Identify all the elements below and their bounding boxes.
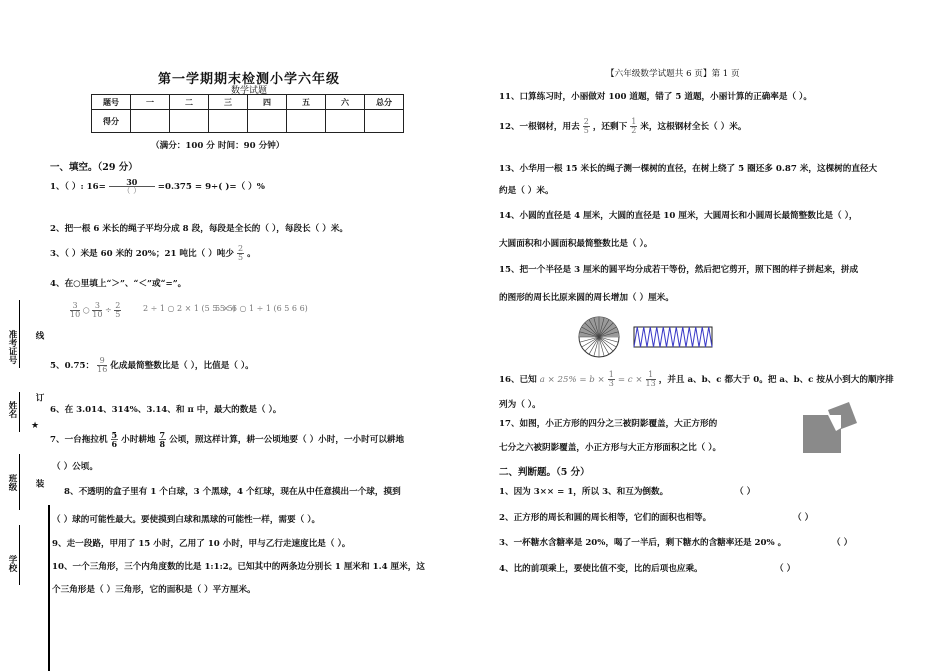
q16-num: 1	[608, 370, 614, 379]
judgment-3: 3、一杯糖水含糖率是 20%，喝了一半后，剩下糖水的含糖率还是 20% 。	[499, 538, 787, 548]
q1-den: （ ）	[122, 186, 142, 195]
question-13: 13、小华用一根 15 米长的绳子测一棵树的直径，在树上绕了 5 圈还多 0.87 米，这棵树的直径大	[499, 164, 878, 174]
question-11: 11、口算练习时，小丽做对 100 道题，错了 5 道题，小丽计算的正确率是（ ）。	[499, 92, 812, 102]
page-title: 第一学期期末检测小学六年级	[158, 72, 341, 87]
judgment-1: 1、因为 3×× = 1，所以 3、和互为倒数。	[499, 487, 669, 497]
binding-field-name: 姓名	[7, 401, 17, 418]
judgment-2-answer[interactable]: （ ）	[793, 513, 814, 523]
q5-text: 5、0.75：	[50, 361, 95, 371]
page-header: 【六年级数学试题共 6 页】第 1 页	[606, 69, 740, 79]
circle-sectors-figure	[579, 317, 619, 357]
section2-heading: 二、判断题。（5 分）	[499, 467, 590, 478]
question-4: 4、在○里填上“＞”、“＜”或“=”。	[50, 279, 187, 289]
binding-field-id: 准考证号	[7, 330, 17, 364]
q7-mid: 小时耕地	[121, 435, 156, 445]
judgment-3-answer[interactable]: （ ）	[832, 538, 853, 548]
binding-underline	[19, 454, 20, 510]
score-cell[interactable]	[248, 110, 287, 133]
score-cell[interactable]	[170, 110, 209, 133]
question-14-line2: 大圆面积和小圆面积最简整数比是（ ）。	[499, 239, 653, 249]
q3-den: 5	[238, 253, 244, 262]
question-16	[499, 371, 894, 388]
question-10-line2: 个三角形是（ ）三角形，它的面积是（ ）平方厘米。	[52, 585, 256, 595]
question-8-line2: （ ）球的可能性最大。要使摸到白球和黑球的可能性一样，需要（ ）。	[52, 515, 321, 525]
question-1	[50, 178, 265, 195]
binding-field-class: 班级	[7, 474, 17, 491]
zigzag-line	[634, 327, 712, 347]
question-6: 6、在 3.014、314%、3.14、和 π 中，最大的数是（ ）。	[50, 405, 282, 415]
q3-end: 。	[247, 249, 256, 259]
q1-text: 1、（ ）: 16=	[50, 182, 106, 192]
q4-compare-2: 2 ÷ 1 ○ 2 × 1 (5 5 5 5)	[143, 304, 236, 313]
q1-fraction	[109, 178, 155, 195]
q7-rest: 公顷，照这样计算，耕一公顷地要（ ）小时，一小时可以耕地	[169, 435, 405, 445]
q7-num: 7	[159, 430, 166, 440]
q12-den: 2	[631, 126, 637, 135]
q12-text: 12、一根钢材，用去	[499, 122, 580, 132]
q7-text: 7、一台拖拉机	[50, 435, 108, 445]
q16-den: 3	[608, 379, 614, 388]
binding-star-icon: ★	[31, 421, 40, 431]
question-14: 14、小圆的直径是 4 厘米，大圆的直径是 10 厘米，大圆周长和小圆周长最简整数比是（ ），	[499, 211, 858, 221]
q3-fraction	[237, 245, 244, 262]
score-header: 题号	[92, 95, 131, 110]
question-7-line2: （ ）公顷。	[52, 462, 98, 472]
q4-frac: 5	[115, 310, 121, 319]
binding-underline	[19, 300, 20, 368]
q4-circle: ○	[82, 305, 90, 315]
q16-expr: a × 25% = b ×	[539, 375, 605, 385]
q16-text: 16、已知	[499, 375, 537, 385]
q12-num: 2	[583, 117, 589, 126]
binding-mark-line: 线	[34, 331, 44, 340]
question-17-line2: 七分之六被阴影覆盖，小正方形与大正方形面积之比（ ）。	[499, 443, 722, 453]
question-17: 17、如图，小正方形的四分之三被阴影覆盖，大正方形的	[499, 419, 718, 429]
question-3	[50, 245, 256, 262]
q4-compare-3: 5 × 6 ○ 1 ÷ 1 (6 5 6 6)	[215, 304, 308, 313]
score-header: 总分	[365, 95, 404, 110]
binding-rule	[48, 505, 50, 671]
binding-underline	[19, 525, 20, 585]
rearranged-rectangle-figure	[634, 327, 712, 347]
score-header: 四	[248, 95, 287, 110]
q4-frac: 3	[70, 302, 80, 311]
q7-den: 6	[111, 439, 118, 449]
question-5	[50, 357, 254, 374]
q1-num: 30	[109, 178, 155, 187]
question-8: 8、不透明的盒子里有 1 个白球，3 个黑球，4 个红球，现在从中任意摸出一个球，摸到	[64, 487, 401, 497]
q5-den: 16	[97, 365, 108, 374]
judgment-2: 2、正方形的周长和圆的周长相等，它们的面积也相等。	[499, 513, 712, 523]
q12-num: 1	[631, 117, 637, 126]
section1-heading: 一、填空。（29 分）	[50, 162, 138, 173]
binding-mark-bind: 装	[34, 479, 44, 488]
q16-den: 13	[645, 379, 656, 388]
q16-expr: = c ×	[617, 375, 643, 385]
q5-rest: 化成最简整数比是（ ），比值是（ ）。	[110, 361, 254, 371]
q3-num: 2	[238, 244, 244, 253]
score-header: 三	[209, 95, 248, 110]
q16-num: 1	[646, 371, 656, 380]
judgment-4-answer[interactable]: （ ）	[775, 564, 796, 574]
question-13-line2: 约是（ ）米。	[499, 186, 554, 196]
binding-mark-staple: 订	[34, 393, 44, 402]
q7-num: 5	[111, 430, 118, 440]
q12-mid: ，还剩下	[592, 122, 628, 132]
q4-op: ÷	[105, 305, 112, 315]
score-header: 一	[131, 95, 170, 110]
q16-rest: ，并且 a、b、c 都大于 0。把 a、b、c 按从小到大的顺序排	[658, 375, 894, 385]
question-12	[499, 118, 746, 135]
score-cell[interactable]	[365, 110, 404, 133]
q7-den: 8	[159, 439, 166, 449]
question-10: 10、一个三角形，三个内角度数的比是 1:1:2。已知其中的两条边分别长 1 厘米和 1.4 厘米，这	[52, 562, 425, 572]
score-row-label: 得分	[92, 110, 131, 133]
q12-den: 5	[583, 126, 589, 135]
judgment-4: 4、比的前项乘上，要使比值不变，比的后项也应乘。	[499, 564, 703, 574]
score-header: 六	[326, 95, 365, 110]
q4-compare-1	[70, 302, 121, 319]
page-subtitle: 数学试题	[231, 86, 268, 96]
score-header: 五	[287, 95, 326, 110]
q1-rest: =0.375 = 9÷( )=（ ）%	[157, 182, 265, 192]
score-cell[interactable]	[209, 110, 248, 133]
q3-text: 3、（ ）米是 60 米的 20%；21 吨比（ ）吨少	[50, 249, 234, 259]
question-9: 9、走一段路，甲用了 15 小时，乙用了 10 小时，甲与乙行走速度比是（ ）。	[52, 539, 351, 549]
q17-figure	[800, 402, 860, 454]
q4-frac: 10	[70, 310, 81, 319]
question-15-line2: 的图形的周长比原来圆的周长增加（ ）厘米。	[499, 293, 674, 303]
score-header: 二	[170, 95, 209, 110]
score-cell[interactable]	[326, 110, 365, 133]
judgment-1-answer[interactable]: （ ）	[735, 487, 756, 497]
score-cell[interactable]	[131, 110, 170, 133]
question-16-line2: 列为（ ）。	[499, 400, 541, 410]
q4-frac: 3	[92, 302, 102, 311]
q15-figure	[578, 313, 718, 361]
question-2: 2、把一根 6 米长的绳子平均分成 8 段，每段是全长的（ ），每段长（ ）米。	[50, 224, 348, 234]
exam-info: （满分：100 分 时间：90 分钟）	[151, 141, 285, 151]
score-table	[91, 94, 404, 133]
score-cell[interactable]	[287, 110, 326, 133]
q4-frac: 2	[115, 301, 121, 310]
binding-field-school: 学校	[7, 555, 17, 572]
binding-underline	[19, 392, 20, 432]
q5-num: 9	[97, 357, 107, 366]
question-7	[50, 431, 404, 448]
q12-rest: 米，这根钢材全长（ ）米。	[640, 122, 747, 132]
q4-frac: 10	[92, 310, 103, 319]
question-15: 15、把一个半径是 3 厘米的圆平均分成若干等份，然后把它剪开，照下图的样子拼起来，拼成	[499, 265, 859, 275]
